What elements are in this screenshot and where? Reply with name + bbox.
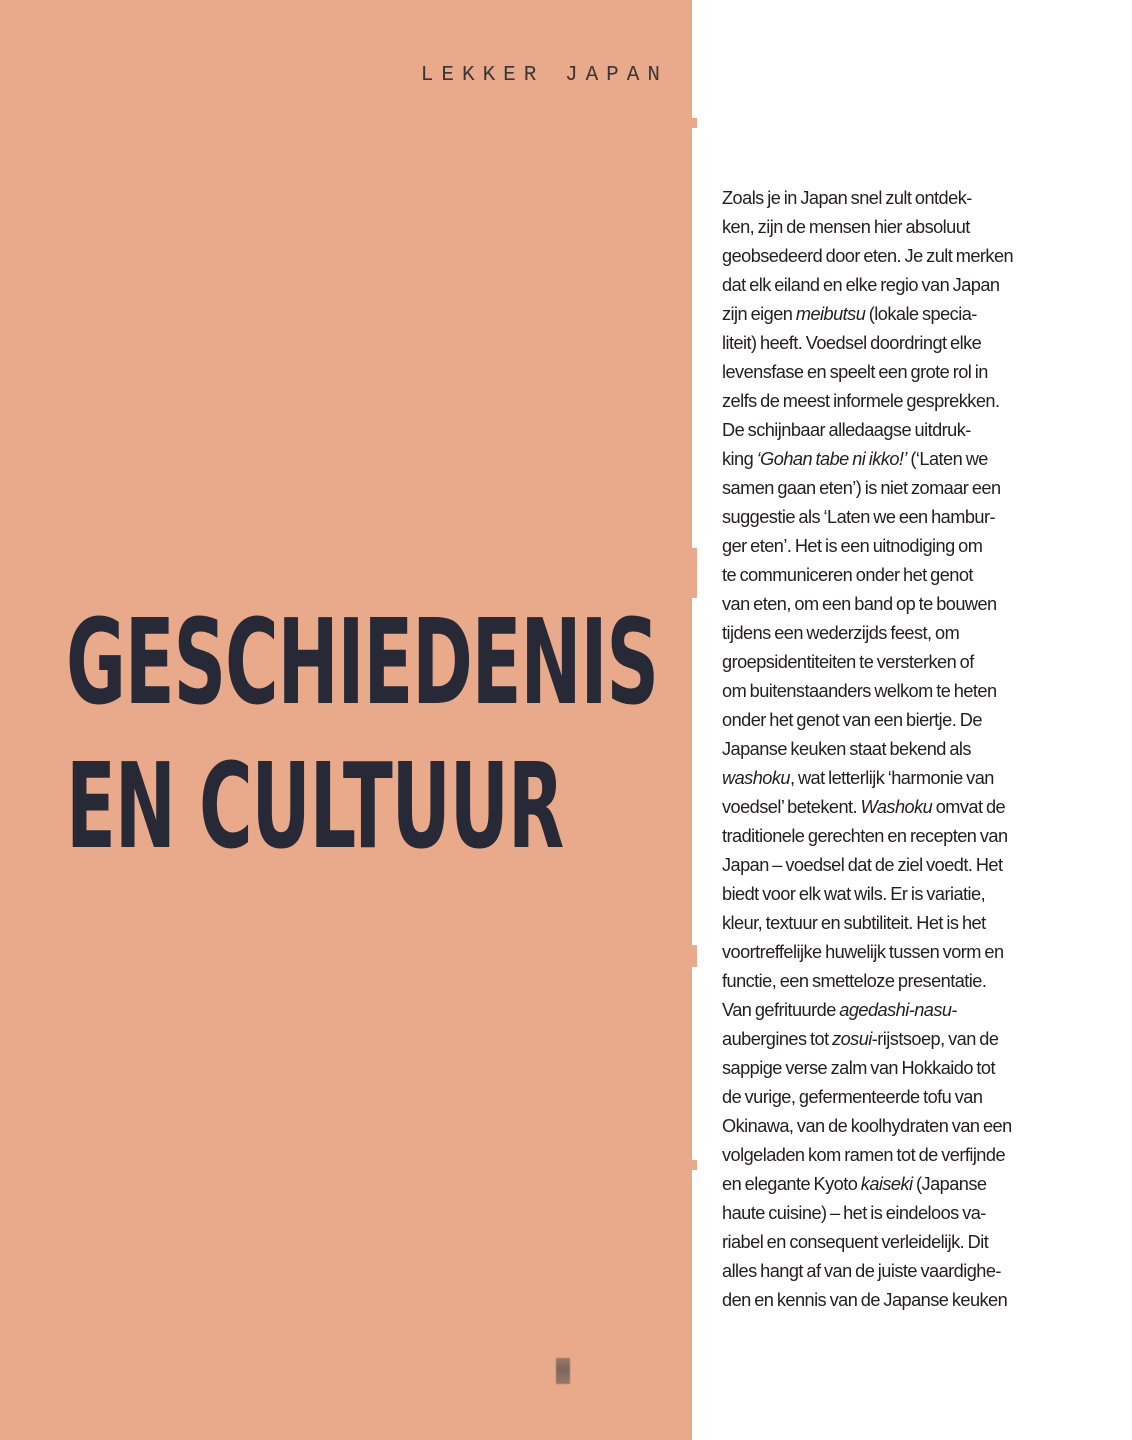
body-text-segment: (Japanse: [912, 1174, 987, 1194]
panel-edge-notch: [692, 118, 697, 128]
body-text-segment: Japan – voedsel dat de ziel voedt. Het: [722, 855, 1003, 875]
body-line: [722, 532, 1042, 561]
body-text-segment: tijdens een wederzijds feest, om: [722, 623, 960, 643]
body-line: [722, 909, 1042, 938]
body-text-segment: levensfase en speelt een grote rol in: [722, 362, 988, 382]
panel-edge-notch: [692, 548, 697, 598]
body-line: [722, 358, 1042, 387]
body-line: [722, 1025, 1042, 1054]
body-text-segment: geobsedeerd door eten. Je zult merken: [722, 246, 1014, 266]
body-line: [722, 561, 1042, 590]
body-line: [722, 880, 1042, 909]
body-text-segment: den en kennis van de Japanse keuken: [722, 1290, 1008, 1310]
panel-edge-notch: [692, 1160, 697, 1170]
body-text-segment: aubergines tot: [722, 1029, 833, 1049]
body-line: [722, 184, 1042, 213]
body-text-segment: De schijnbaar alledaagse uitdruk-: [722, 420, 971, 440]
body-text-segment: onder het genot van een biertje. De: [722, 710, 982, 730]
body-text-segment: groepsidentiteiten te versterken of: [722, 652, 974, 672]
page-number: [556, 1358, 570, 1384]
body-text-segment: omvat de: [932, 797, 1006, 817]
body-text-segment: haute cuisine) – het is eindeloos va-: [722, 1203, 986, 1223]
italic-term: washoku: [722, 768, 790, 788]
chapter-title-line-2: EN CULTUUR: [66, 737, 563, 875]
body-line: [722, 503, 1042, 532]
body-text-segment: liteit) heeft. Voedsel doordringt elke: [722, 333, 982, 353]
body-line: [722, 967, 1042, 996]
body-text-segment: Zoals je in Japan snel zult ontdek-: [722, 188, 972, 208]
body-text-segment: king: [722, 449, 757, 469]
body-line: [722, 213, 1042, 242]
body-text-segment: en elegante Kyoto: [722, 1174, 861, 1194]
body-text-segment: traditionele gerechten en recepten van: [722, 826, 1008, 846]
body-text-segment: alles hangt af van de juiste vaardighe-: [722, 1261, 1001, 1281]
body-text-segment: Japanse keuken staat bekend als: [722, 739, 971, 759]
body-text-segment: zelfs de meest informele gesprekken.: [722, 391, 1000, 411]
body-line: [722, 590, 1042, 619]
body-text-segment: de vurige, gefermenteerde tofu van: [722, 1087, 983, 1107]
italic-term: agedashi-nasu: [839, 1000, 952, 1020]
body-text-segment: (lokale specia-: [865, 304, 977, 324]
body-text-segment: van eten, om een band op te bouwen: [722, 594, 997, 614]
body-line: [722, 677, 1042, 706]
body-text-segment: ken, zijn de mensen hier absoluut: [722, 217, 970, 237]
body-line: [722, 416, 1042, 445]
body-line: [722, 1141, 1042, 1170]
body-text-segment: riabel en consequent verleidelijk. Dit: [722, 1232, 989, 1252]
body-line: [722, 1228, 1042, 1257]
body-text-segment: ger eten’. Het is een uitnodiging om: [722, 536, 983, 556]
body-line: [722, 1199, 1042, 1228]
body-text-segment: kleur, textuur en subtiliteit. Het is het: [722, 913, 986, 933]
body-text-segment: functie, een smetteloze presentatie.: [722, 971, 987, 991]
body-text-segment: om buitenstaanders welkom te heten: [722, 681, 997, 701]
body-text-segment: dat elk eiland en elke regio van Japan: [722, 275, 1000, 295]
running-head: LEKKER JAPAN: [420, 64, 668, 87]
italic-term: kaiseki: [860, 1174, 913, 1194]
body-line: [722, 300, 1042, 329]
italic-term: ‘Gohan tabe ni ikko!’: [756, 449, 907, 469]
body-text-segment: -rijstsoep, van de: [871, 1029, 999, 1049]
body-line: [722, 1257, 1042, 1286]
body-line: [722, 329, 1042, 358]
body-line: [722, 1083, 1042, 1112]
body-line: [722, 793, 1042, 822]
body-text-segment: voortreffelijke huwelijk tussen vorm en: [722, 942, 1004, 962]
body-text-segment: , wat letterlijk ‘harmonie van: [789, 768, 994, 788]
body-line: [722, 706, 1042, 735]
body-text-segment: Okinawa, van de koolhydraten van een: [722, 1116, 1012, 1136]
chapter-title: [66, 590, 658, 878]
body-line: [722, 271, 1042, 300]
body-text-segment: (‘Laten we: [906, 449, 988, 469]
body-line: [722, 1112, 1042, 1141]
body-text: [722, 184, 1042, 1315]
body-text-segment: biedt voor elk wat wils. Er is variatie,: [722, 884, 986, 904]
italic-term: zosui: [832, 1029, 872, 1049]
body-line: [722, 1286, 1042, 1315]
body-line: [722, 822, 1042, 851]
body-text-segment: volgeladen kom ramen tot de verfijnde: [722, 1145, 1006, 1165]
body-text-segment: sappige verse zalm van Hokkaido tot: [722, 1058, 995, 1078]
body-text-segment: -: [951, 1000, 957, 1020]
body-line: [722, 938, 1042, 967]
body-line: [722, 619, 1042, 648]
body-text-segment: samen gaan eten’) is niet zomaar een: [722, 478, 1001, 498]
chapter-title-line-1: GESCHIEDENIS: [66, 593, 658, 731]
body-text-segment: te communiceren onder het genot: [722, 565, 973, 585]
panel-edge-notch: [692, 945, 697, 967]
body-line: [722, 735, 1042, 764]
italic-term: meibutsu: [795, 304, 866, 324]
body-line: [722, 387, 1042, 416]
body-line: [722, 648, 1042, 677]
body-text-segment: suggestie als ‘Laten we een hambur-: [722, 507, 995, 527]
body-text-segment: Van gefrituurde: [722, 1000, 840, 1020]
body-line: [722, 474, 1042, 503]
body-line: [722, 851, 1042, 880]
italic-term: Washoku: [860, 797, 933, 817]
body-line: [722, 764, 1042, 793]
body-line: [722, 996, 1042, 1025]
body-line: [722, 242, 1042, 271]
body-text-segment: voedsel’ betekent.: [722, 797, 861, 817]
body-line: [722, 1170, 1042, 1199]
body-text-segment: zijn eigen: [722, 304, 796, 324]
body-line: [722, 445, 1042, 474]
body-line: [722, 1054, 1042, 1083]
